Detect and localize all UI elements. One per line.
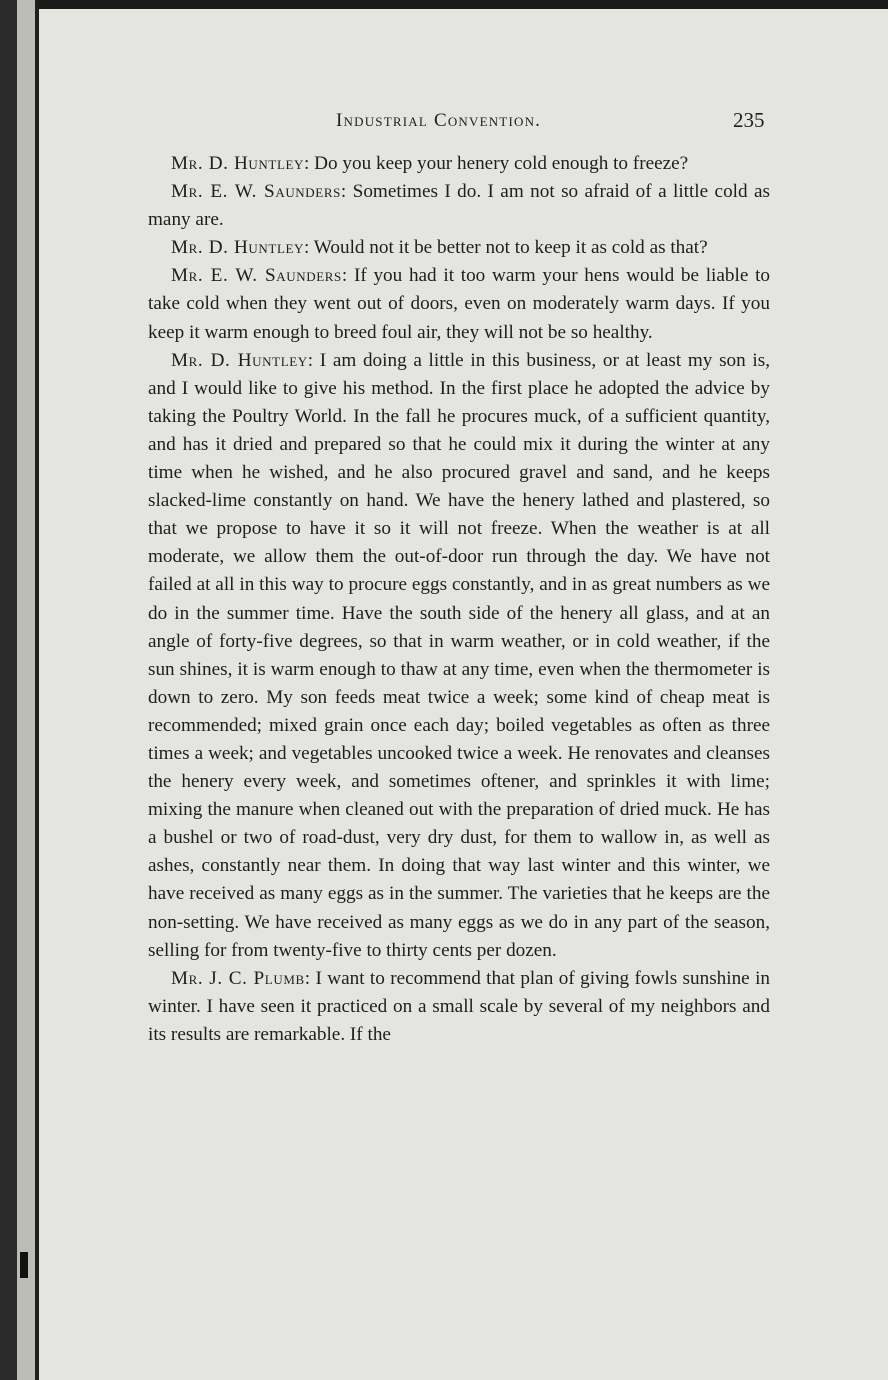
paragraph-text: : I am doing a little in this business, or at least my son is, and I would like to give his method. In the first place he adopted the advice by taking the Poultry World. In the fall he procures muck, of a sufficient quantity, and has it dried and prepared so that he could mix it during the winter at any time when he wished, and he also procured gravel and sand, and he keeps slacked-lime constantly on hand. We have the henery lathed and plastered, so that we propose to have it so it will not freeze. When the weather is at all moderate, we allow them the out-of-door run through the day. We have not failed at all in this way to procure eggs constantly, and in as great numbers as we do in the summer time. Have the south side of the henery all glass, and at an angle of forty-five degrees, so that in warm weather, or in cold weather, if the sun shines, it is warm enough to thaw at any time, even when the thermometer is down to zero. My son feeds meat twice a week; some kind of cheap meat is recommended; mixed grain once each day; boiled vegetables as often as three times a week; and vegetables uncooked twice a week. He renovates and cleanses the henery every week, and sometimes oftener, and sprinkles it with lime; mixing the manure when cleaned out with the preparation of dried muck. He has a bushel or two of road-dust, very dry dust, for them to wallow in, as well as ashes, constantly near them. In doing that way last winter and this winter, we have received as many eggs as in the summer. The varieties that he keeps are the non-setting. We have received as many eggs as we do in any part of the season, selling for from twenty-five to thirty cents per dozen.	[148, 349, 770, 961]
paragraph	[148, 262, 770, 346]
paragraph	[148, 347, 770, 965]
body-text	[148, 150, 770, 1049]
paragraph	[148, 150, 770, 178]
speaker-name: Mr. D. Huntley	[171, 349, 308, 371]
paragraph-text: : I want to recommend that plan of giving fowls sunshine in winter. I have seen it practiced on a small scale by several of my neighbors and its results are remarkable. If the	[148, 967, 770, 1045]
paragraph-text: : Would not it be better not to keep it as cold as that?	[304, 237, 708, 259]
gutter-rule	[35, 0, 39, 1380]
speaker-name: Mr. E. W. Saunders	[171, 265, 342, 287]
paragraph	[148, 965, 770, 1049]
speaker-name: Mr. D. Huntley	[171, 153, 305, 174]
page-top-edge	[0, 0, 888, 9]
paragraph	[148, 178, 770, 234]
running-title: Industrial Convention.	[336, 110, 542, 131]
speaker-name: Mr. D. Huntley	[171, 237, 305, 259]
paragraph-text: : Sometimes I do. I am not so afraid of a little cold as many are.	[148, 181, 770, 231]
paragraph-text: : Do you keep your henery cold enough to freeze?	[304, 153, 689, 174]
speaker-name: Mr. E. W. Saunders	[171, 181, 341, 203]
page-number: 235	[733, 108, 765, 132]
margin-ink-mark	[20, 1252, 28, 1278]
speaker-name: Mr. J. C. Plumb	[171, 967, 305, 989]
paragraph	[148, 234, 770, 262]
binding-gutter	[17, 0, 35, 1380]
paragraph-text: : If you had it too warm your hens would be liable to take cold when they went out of doors, even on moderately warm days. If you keep it warm enough to breed foul air, they will not be so healthy.	[148, 265, 770, 343]
binding-spine-shadow	[0, 0, 17, 1380]
